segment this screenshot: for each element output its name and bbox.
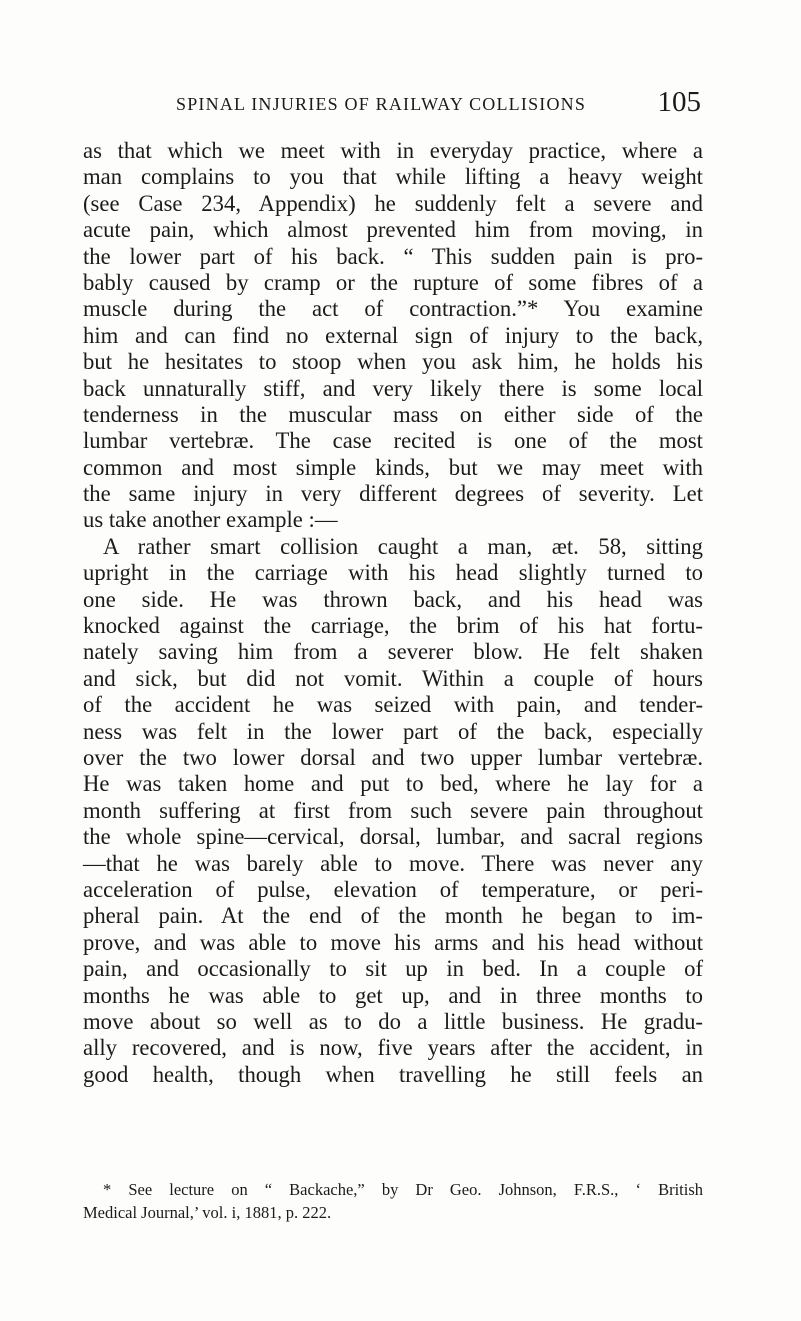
text-line: the lower part of his back. “ This sudden pain is pro- (83, 243, 703, 269)
text-line: knocked against the carriage, the brim of his hat fortu- (83, 613, 703, 639)
footnote-line: Medical Journal,’ vol. i, 1881, p. 222. (83, 1203, 332, 1222)
text-line: pain, and occasionally to sit up in bed. In a couple of (83, 956, 703, 982)
page-number: 105 (657, 86, 701, 118)
body-text (83, 138, 703, 1088)
text-line: common and most simple kinds, but we may meet with (83, 454, 703, 480)
text-line: acceleration of pulse, elevation of temperature, or peri- (83, 876, 703, 902)
running-title: SPINAL INJURIES OF RAILWAY COLLISIONS (176, 94, 587, 114)
text-line: ness was felt in the lower part of the back, especially (83, 718, 703, 744)
text-line: and sick, but did not vomit. Within a couple of hours (83, 665, 703, 691)
text-line: over the two lower dorsal and two upper lumbar vertebræ. (83, 744, 703, 770)
text-line: good health, though when travelling he still feels an (83, 1061, 703, 1087)
text-line: but he hesitates to stoop when you ask him, he holds his (83, 349, 703, 375)
text-line: muscle during the act of contraction.”* You examine (83, 296, 703, 322)
text-line: (see Case 234, Appendix) he suddenly felt a severe and (83, 190, 703, 216)
text-line: tenderness in the muscular mass on either side of the (83, 401, 703, 427)
text-line: month suffering at first from such severe pain throughout (83, 797, 703, 823)
text-line: him and can find no external sign of injury to the back, (83, 322, 703, 348)
text-line: us take another example :— (83, 507, 338, 533)
text-line: lumbar vertebræ. The case recited is one of the most (83, 428, 703, 454)
text-line: upright in the carriage with his head slightly turned to (83, 560, 703, 586)
running-head (166, 86, 701, 122)
text-line: acute pain, which almost prevented him from moving, in (83, 217, 703, 243)
text-line: move about so well as to do a little business. He gradu- (83, 1008, 703, 1034)
text-line: prove, and was able to move his arms and his head without (83, 929, 703, 955)
text-line: the whole spine—cervical, dorsal, lumbar, and sacral regions (83, 824, 703, 850)
text-line: as that which we meet with in everyday practice, where a (83, 138, 703, 163)
text-line: nately saving him from a severer blow. He felt shaken (83, 639, 703, 665)
text-line: pheral pain. At the end of the month he began to im- (83, 903, 703, 929)
text-line: ally recovered, and is now, five years after the accident, in (83, 1035, 703, 1061)
text-line: the same injury in very different degrees of severity. Let (83, 481, 703, 507)
text-line: He was taken home and put to bed, where he lay for a (83, 771, 703, 797)
text-line: of the accident he was seized with pain, and tender- (83, 692, 703, 718)
footnote-line: * See lecture on “ Backache,” by Dr Geo. Johnson, F.R.S., ‘ British (103, 1180, 703, 1199)
text-line: back unnaturally stiff, and very likely there is some local (83, 375, 703, 401)
text-line: —that he was barely able to move. There was never any (83, 850, 703, 876)
text-line: months he was able to get up, and in three months to (83, 982, 703, 1008)
text-line: bably caused by cramp or the rupture of some fibres of a (83, 269, 703, 295)
text-line: man complains to you that while lifting a heavy weight (83, 164, 703, 190)
footnote (83, 1178, 703, 1224)
text-line: one side. He was thrown back, and his head was (83, 586, 703, 612)
text-line: A rather smart collision caught a man, æt. 58, sitting (103, 533, 703, 559)
